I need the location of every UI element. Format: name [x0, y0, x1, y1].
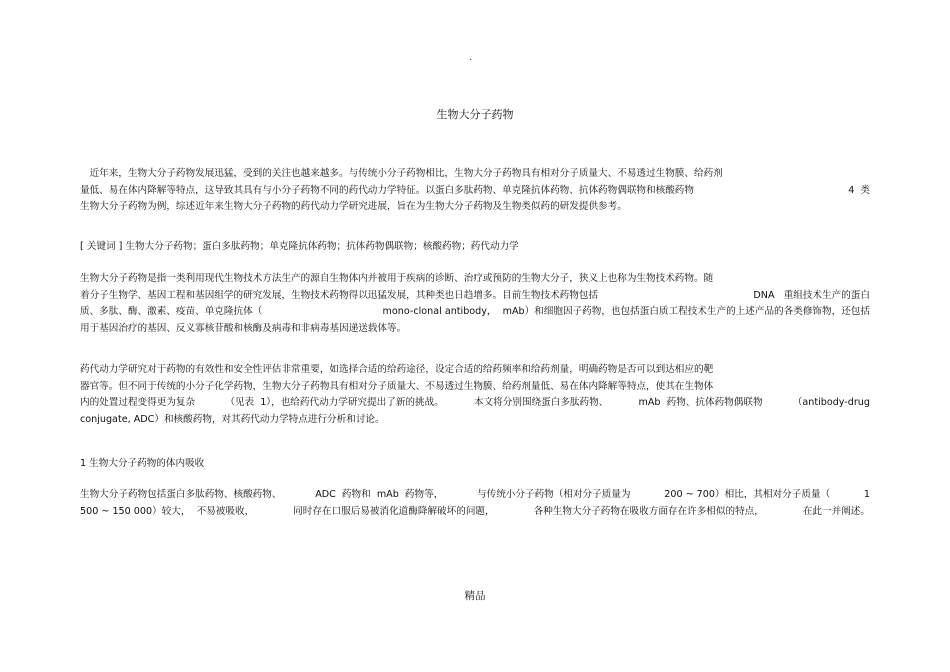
text-segment: mono-clonal antibody， mAb）和细胞因子药物，也包括蛋白质工程技术生产的上述产品的各类修饰物，还包括 [382, 306, 870, 317]
text-line [80, 166, 870, 183]
text-segment: 4 类 [848, 184, 870, 196]
body-paragraph-1 [80, 271, 870, 337]
text-segment: 质、多肽、酶、激素、疫苗、单克隆抗体（ [80, 306, 263, 317]
text-segment: （见表 1），也给药代动力学研究提出了新的挑战。 [225, 397, 444, 408]
text-segment: [ 关键词 ] 生物大分子药物；蛋白多肽药物；单克隆抗体药物；抗体药物偶联物；核酸药物；药代动力学 [80, 241, 519, 252]
text-line [80, 304, 870, 321]
text-segment: 同时存在口服后易被消化道酶降解破坏的问题， [293, 505, 495, 517]
text-line [80, 321, 870, 338]
text-segment: 量低、易在体内降解等特点，这导致其具有与小分子药物不同的药代动力学特征。以蛋白多肽药物、单克隆抗体药物、抗体药物偶联物和核酸药物 [80, 184, 694, 196]
text-line [80, 271, 870, 288]
text-line [80, 199, 870, 216]
text-line [80, 395, 870, 412]
text-segment: 器官等。但不同于传统的小分子化学药物，生物大分子药物具有相对分子质量大、不易透过生物膜、给药剂量低、易在体内降解等特点，使其在生物体 [80, 380, 714, 392]
text-segment: 200 ~ 700）相比，其相对分子质量（ [664, 489, 831, 500]
abstract-paragraph [80, 166, 870, 216]
text-line [80, 412, 870, 429]
text-line: 1 生物大分子药物的体内吸收 [80, 458, 205, 469]
header-dot: . [469, 52, 473, 63]
text-segment: 与传统小分子药物（相对分子质量为 [477, 489, 631, 500]
section-heading [80, 456, 870, 473]
text-segment: 500 ~ 150 000）较大， 不易被吸收， [80, 505, 255, 517]
text-segment: 在此一并阐述。 [802, 505, 870, 517]
text-line [80, 487, 870, 504]
body-paragraph-3 [80, 487, 870, 520]
text-segment: ADC 药物和 mAb 药物等， [315, 489, 444, 500]
text-line [80, 239, 870, 256]
text-segment: 内的处置过程变得更为复杂 [80, 397, 196, 408]
document-title: 生物大分子药物 [436, 108, 514, 121]
text-segment: 1 [863, 489, 870, 500]
text-line [80, 288, 870, 305]
text-segment: 药代动力学研究对于药物的有效性和安全性评估非常重要，如选择合适的给药途径，设定合适的给药频率和给药剂量，明确药物是否可以到达相应的靶 [80, 364, 714, 375]
text-segment: DNA 重组技术生产的蛋白 [753, 289, 870, 301]
text-segment: mAb 药物、抗体药物偶联物 [638, 397, 763, 408]
text-segment: 各种生物大分子药物在吸收方面存在许多相似的特点， [533, 505, 764, 517]
text-line [80, 379, 870, 396]
text-segment: conjugate, ADC）和核酸药物，对其药代动力学特点进行分析和讨论。 [80, 413, 385, 425]
footer-label: 精品 [464, 590, 486, 602]
text-segment: 本文将分别围绕蛋白多肽药物、 [474, 397, 609, 408]
text-segment: 生物大分子药物为例，综述近年来生物大分子药物的药代动力学研究进展，旨在为生物大分子药物及生物类似药的研发提供参考。 [80, 201, 627, 212]
text-segment: 生物大分子药物是指一类利用现代生物技术方法生产的源自生物体内并被用于疾病的诊断、治疗或预防的生物大分子，狭义上也称为生物技术药物。随 [80, 273, 714, 284]
body-paragraph-2 [80, 362, 870, 428]
keywords-line [80, 239, 870, 256]
text-segment: 着分子生物学、基因工程和基因组学的研究发展，生物技术药物得以迅猛发展，其种类也日趋增多。目前生物技术药物包括 [80, 289, 599, 301]
text-segment: （antibody-drug [792, 397, 870, 408]
text-segment: 用于基因治疗的基因、反义寡核苷酸和核酶及病毒和非病毒基因递送载体等。 [80, 322, 407, 334]
text-line [80, 183, 870, 200]
text-line [80, 504, 870, 521]
text-segment: 近年来，生物大分子药物发展迅猛，受到的关注也越来越多。与传统小分子药物相比，生物大分子药物具有相对分子质量大、不易透过生物膜、给药剂 [80, 168, 723, 179]
text-line [80, 362, 870, 379]
text-segment: 生物大分子药物包括蛋白多肽药物、核酸药物、 [80, 489, 282, 500]
